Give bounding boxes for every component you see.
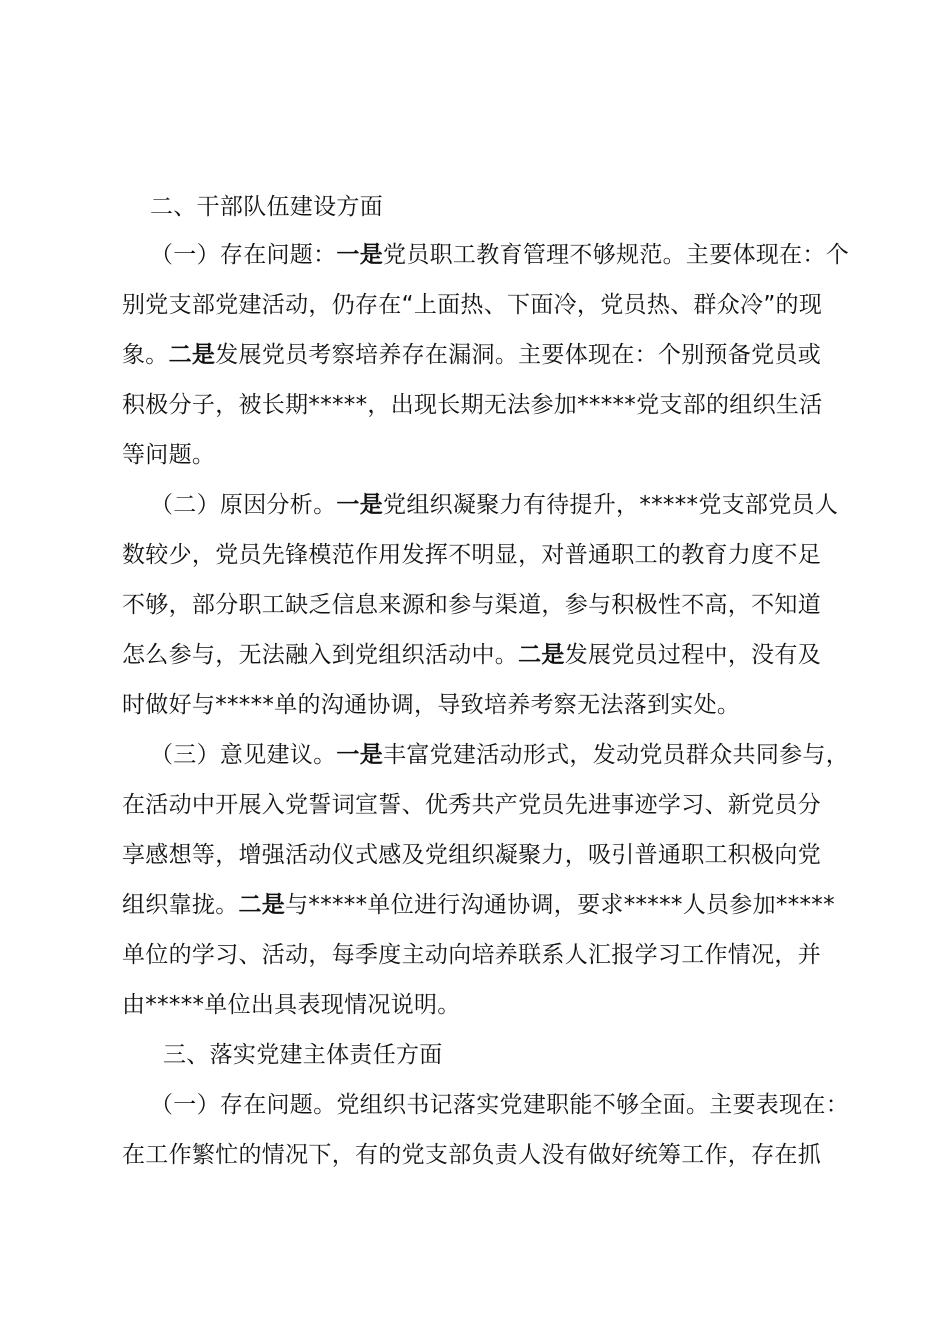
section-heading-3 [163, 1040, 873, 1070]
paragraph-line [122, 940, 832, 970]
text-run: （一）存在问题。党组织书记落实党建职能不够全面。主要表现在： [150, 1092, 849, 1118]
paragraph-line [122, 990, 832, 1020]
text-run: 享感想等，增强活动仪式感及党组织凝聚力，吸引普通职工积极向党 [122, 842, 821, 868]
text-run: 丰富党建活动形式，发动党员群众共同参与， [383, 742, 850, 768]
text-run: 积极分子，被长期*****，出现长期无法参加*****党支部的组织生活 [122, 392, 823, 418]
text-run: （三）意见建议。 [150, 742, 337, 768]
text-run: 在工作繁忙的情况下，有的党支部负责人没有做好统筹工作，存在抓 [122, 1142, 821, 1168]
paragraph-line [122, 790, 832, 820]
text-run: 等问题。 [122, 442, 216, 468]
paragraph-line [122, 640, 832, 670]
text-run: 发展党员过程中，没有及 [564, 642, 822, 668]
text-run: 不够，部分职工缺乏信息来源和参与渠道，参与积极性不高，不知道 [122, 592, 821, 618]
paragraph-line [122, 1140, 832, 1170]
bold-run: 二是 [518, 642, 565, 668]
paragraph-line [122, 890, 835, 920]
text-run: （二）原因分析。 [150, 492, 337, 518]
paragraph-line [150, 1090, 860, 1120]
section-heading-2 [150, 192, 860, 222]
paragraph-line [122, 340, 832, 370]
heading-text: 三、落实党建主体责任方面 [163, 1042, 443, 1068]
text-run: 由*****单位出具表现情况说明。 [122, 992, 461, 1018]
paragraph-line [122, 840, 832, 870]
text-run: 组织靠拢。 [122, 892, 239, 918]
heading-text: 二、干部队伍建设方面 [150, 194, 383, 220]
paragraph-line [122, 590, 832, 620]
text-run: 在活动中开展入党誓词宣誓、优秀共产党员先进事迹学习、新党员分 [122, 792, 821, 818]
paragraph-line [150, 740, 860, 770]
text-run: 时做好与*****单的沟通协调，导致培养考察无法落到实处。 [122, 692, 741, 718]
text-run: 单位的学习、活动，每季度主动向培养联系人汇报学习工作情况，并 [122, 942, 821, 968]
text-run: 与*****单位进行沟通协调，要求*****人员参加***** [285, 892, 835, 918]
paragraph-line [150, 240, 860, 270]
text-run: 党员职工教育管理不够规范。主要体现在：个 [383, 242, 850, 268]
text-run: 数较少，党员先锋模范作用发挥不明显，对普通职工的教育力度不足 [122, 542, 821, 568]
paragraph-line [150, 490, 860, 520]
paragraph-line [122, 290, 832, 320]
bold-run: 一是 [336, 492, 384, 518]
text-run: 党组织凝聚力有待提升，*****党支部党员人 [383, 492, 839, 518]
text-run: 发展党员考察培养存在漏洞。主要体现在：个别预备党员或 [215, 342, 822, 368]
bold-run: 二是 [168, 342, 216, 368]
bold-run: 二是 [238, 892, 286, 918]
text-run: （一）存在问题： [150, 242, 337, 268]
paragraph-line [122, 390, 832, 420]
bold-run: 一是 [336, 742, 384, 768]
paragraph-line [122, 690, 832, 720]
bold-run: 一是 [336, 242, 384, 268]
paragraph-line [122, 440, 832, 470]
text-run: 象。 [122, 342, 169, 368]
text-run: 怎么参与，无法融入到党组织活动中。 [122, 642, 519, 668]
paragraph-line [122, 540, 832, 570]
text-run: 别党支部党建活动，仍存在“上面热、下面冷，党员热、群众冷”的现 [122, 292, 823, 318]
